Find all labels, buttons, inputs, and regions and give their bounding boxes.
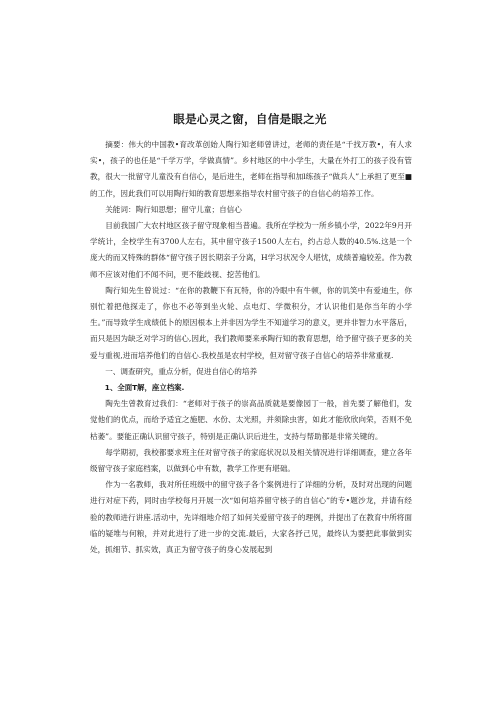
body-paragraph: 每学期初，我校都要求班主任对留守孩子的家庭状况以及相关情况进行详细调查，建立各年级留守孩子家庭档案，以做到心中有数，教学工作更有堪础。	[90, 447, 412, 474]
body-paragraph: 目前我国广大农村地区孩子留守现象相当普遍。我所在学校为一所乡镇小学，2022年9月开学统计，全校学生有3700人左右，其中留守孩子1500人左右，约占总人数的40.5%.这是一个庞大的而又特殊的群体“留守孩子因长期亲子分离，H学习状况令人堪忧，成绩普遍较差。作为教师不应该对他们不闻不问，更不能歧视、挖苦他们。	[90, 221, 412, 279]
body-paragraph: 陶先生曾教育过我们：“老师对于孩子的崇高品质就是要像园丁一般，首先要了解他们，发觉他们的优点，而给予适宜之施肥、水份、太光照，并须除虫害，如此才能欣欣向荣，否则不免枯萎”。要能正确认识留守孩子，特别是正确认识后进生，支持与帮助都是非常关键的。	[90, 399, 412, 441]
abstract-paragraph: 摘要：伟大的中国教•育改革创始人陶行知老师曾讲过，老师的责任是“千找万教•，有人求实•，孩子的也任是“千学万学，学做真情”。乡村地区的中小学生，大量在外打工的孩子没有管教，很大一批留守儿童没有自信心，是后进生，老师在指导和加l练孩子“做兵人”上承担了更至■的工作，因此我们可以用陶行知的教育思想来指导农村留守孩子的自信心的培养工作。	[90, 140, 412, 198]
keywords-paragraph: 关能词：陶行知思想；留守儿童；自信心	[105, 204, 242, 214]
body-paragraph: 作为一名教师，我对所任班级中的留守孩子各个案例进行了详细的分析，及时对出现的问题进行对症下药，同时由学校每月开展一次“如何培养留守核子的自信心”的专•题沙龙，并请有经验的教师进行讲座.活动中，先详细地介绍了如何关爱留守孩子的理例，并提出了在教育中所将面临的疑堆与何粮，并对此进行了进一步的交流.最后，大家各抒己见，最终认为要把此事做到实处，抓细节、抓实效，真正为留守孩子的身心发展起到	[90, 480, 412, 555]
document-title: 眼是心灵之窗，自信是眼之光	[173, 112, 327, 126]
document-body	[90, 137, 412, 558]
section-heading: 一、调查研究，重点分析，促进自信心的培养	[105, 366, 258, 376]
subsection-heading: 1、全面T解，座立档案.	[104, 383, 185, 393]
body-paragraph: 陶行知先生曾说过：“在你的教鞭下有瓦特，你的冷眼中有牛顿，你的讥笑中有爱迪生，你别忙着把他探走了，你也不必等到坐火轮、点电灯、学微积分，才认识他们是你当年的小学生。”而导致学生成绩低卜的原因根本上并非因为学生不知道学习的意义，更并非智力水平落后，而只是因为缺乏对学习的信心,因此，我们教师要来承陶行知的教育思想，给予留守孩子更多的关爱与重视,进而培养他们的自信心.我校虽是农村学校，但对留守孩子自信心的培养非常重视.	[90, 285, 412, 360]
